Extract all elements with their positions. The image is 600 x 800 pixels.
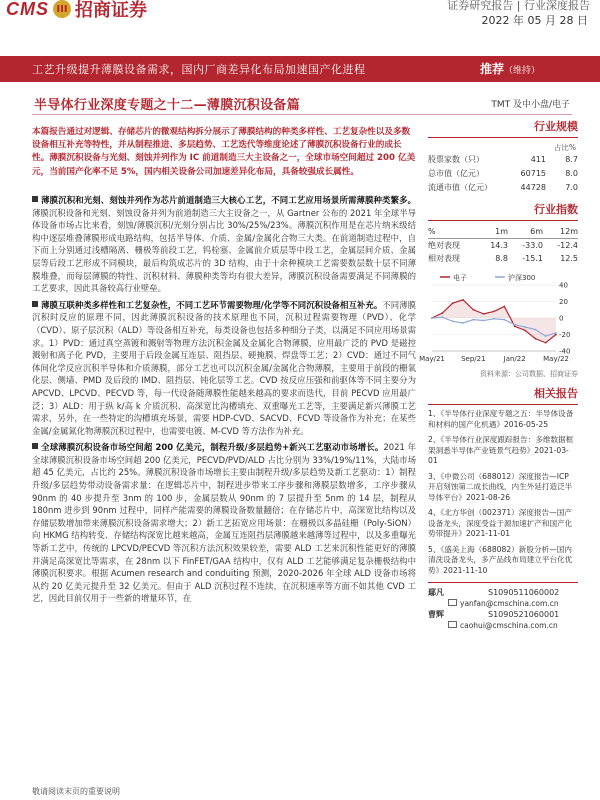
- legend-label: 沪深300: [508, 274, 536, 282]
- rating: 推荐（维持）: [479, 62, 540, 76]
- data-point: [514, 325, 516, 327]
- analysts: [428, 582, 578, 631]
- mail-icon: [448, 599, 457, 606]
- data-point: [472, 309, 474, 311]
- report-date: 2022 年 05 月 28 日: [481, 14, 588, 27]
- perf-row: 相对表现 8.8 -15.1 12.5: [428, 254, 578, 263]
- data-point: [514, 324, 516, 326]
- x-tick-label: May/22: [543, 355, 569, 363]
- y-tick-label: -20: [559, 331, 571, 339]
- series-area-电子: [432, 300, 556, 343]
- rating-note: （维持）: [503, 66, 540, 76]
- banner-title: 工艺升级提升薄膜设备需求，国内厂商差异化布局加速国产化进程: [32, 63, 366, 76]
- body-paragraph: 薄膜互联种类多样性和工艺复杂性，不同工艺环节需要物理/化学等不同沉积设备相互补充。不同薄膜沉积时反应的原理不同，因此薄膜沉积设备的技术原理也不同，沉积过程需要物理（PVD）、化学（CVD）、原子层沉积（ALD）等设备相互补充，每类设备也包括多种细分子类，以满足不同应用场景需求。1）PVD：通过真空蒸镀和溅射等物理方法沉积金属及金属化合物薄膜，应用最广泛的 PVD 是磁控溅射和离子化 PVD，主要用于后段金属互连层、阻挡层、硬掩膜、焊盘等工艺；2）CVD：通过不同气体间化学反应沉积半导体和介质薄膜，部分工艺也可以沉积金属/金属化合物薄膜，主要用于前段的栅氧化层、侧墙、PMD 及后段的 IMD、阻挡层、钝化层等工艺。CVD 按反应压强和前驱体等不同主要分为 APCVD、LPCVD、PECVD 等，每一代设备随薄膜性能越来越高的要求而迭代，目前 PECVD 应用最广泛；3）ALD：用于纵 k/高 k 介质沉积、高深宽比沟槽填充、双重曝光工艺等，主要满足新兴薄膜工艺需求，另外，在一些特定的沟槽填充场景，需要 HDP-CVD、SACVD、FCVD 等设备作为补充；在某些金属/金属氮化物薄膜沉积过程中，也需要电镀、M-CVD 等方法作为补充。: [32, 299, 416, 436]
- industry-scale-heading: 行业规模: [428, 118, 578, 138]
- scale-unit: 占比%: [553, 143, 576, 152]
- analyst-email[interactable]: yanfan@cmschina.com.cn: [428, 598, 578, 609]
- data-point: [524, 329, 526, 331]
- data-point: [534, 338, 536, 340]
- related-reports-list: [428, 409, 578, 576]
- related-report-link[interactable]: 4、《北方华创（002371）深度报告—国产设备龙头，深度受益于源加速扩产和国产化势带提升》2021-11-01: [428, 508, 573, 538]
- data-point: [545, 342, 547, 344]
- summary-text: 本篇报告通过对逻辑、存储芯片的微观结构拆分展示了薄膜结构的种类多样性、工艺复杂性以及多数设备相互补充等特性，并从制程推进、多层趋势、工艺迭代等维度论述了薄膜沉积设备行业的成长性。薄膜沉积设备与光刻、刻蚀并列作为 IC 前道制造三大主设备之一，全球市场空间超过 200 亿美元，当前国产化率不足 5%，国内相关设备公司加速差异化布局，具备较强成长属性。: [32, 127, 416, 177]
- mail-icon: [448, 621, 457, 628]
- y-tick-label: 20: [559, 298, 568, 306]
- bullet-icon: [32, 443, 38, 449]
- related-reports-heading: 相关报告: [428, 385, 578, 405]
- page-header: [0, 0, 600, 40]
- data-point: [472, 319, 474, 321]
- brand-logo: [6, 0, 147, 22]
- body-column: [32, 194, 416, 609]
- data-point: [503, 306, 505, 308]
- data-point: [555, 332, 557, 334]
- x-tick-label: Sep/21: [461, 355, 486, 363]
- analyst-row: 曹辉 S1090521060001: [428, 610, 560, 619]
- analyst-email[interactable]: caohui@cmschina.com.cn: [428, 620, 578, 631]
- scale-row: 流通市值（亿元） 44728 7.0: [428, 183, 578, 192]
- data-point: [545, 335, 547, 337]
- data-point: [462, 322, 464, 324]
- index-chart: [419, 271, 578, 367]
- data-point: [483, 313, 485, 315]
- index-chart-svg: [419, 271, 578, 367]
- perf-header: % 1m 6m 12m: [428, 225, 578, 239]
- industry-index-heading: 行业指数: [428, 201, 578, 221]
- related-report-link[interactable]: 5、《盛美上海（688082）新股分析—国内清洗设备龙头，多产品线布局建立平台化优势》2021-11-10: [428, 544, 573, 575]
- analyst-row: 鄢凡 S1090511060002: [428, 588, 560, 597]
- title-divider: [32, 114, 572, 115]
- data-point: [431, 317, 433, 319]
- y-tick-label: -40: [559, 347, 571, 356]
- related-report-link[interactable]: 1、《半导体行业深度专题之五：半导体设备和材料的国产化机遇》2016-05-25: [428, 409, 574, 429]
- body-paragraph: 全球薄膜沉积设备市场空间超 200 亿美元，制程升级/多层趋势+新兴工艺驱动市场增长。2021 年全球薄膜沉积设备市场空间超 200 亿美元，PECVD/PVD/ALD 占比分别为 33%/19%/11%，大陆市场超 45 亿美元，占比约 25%。薄膜沉积设备市场增长主要由制程升级/多层趋势及新工艺驱动：1）制程升级/多层趋势带动设备需求量：在逻辑芯片中，制程进步带来工序步骤和薄膜层数增多，工序步骤从 90nm 的 40 步提升至 3nm 的 100 步，金属层数从 90nm 的 7 层提升至 5nm 的 14 层，制程从 180nm 进步到 90nm 过程中，同样产能需要的薄膜设备数量翻倍；在存储芯片中，高深宽比结构以及存储层数增加带来薄膜沉积设备需求增大；2）新工艺拓宽应用场景：在栅极以多晶硅栅（Poly-SiON）向 HKMG 结构转变、存储结构深宽比越来越高，金属互连阻挡层薄膜越来越薄等过程中，以及多重曝光等新工艺中，传统的 LPCVD/PECVD 等沉积方法沉积效果较差，需要 ALD 工艺来沉积性能更好的薄膜并满足高深宽比等需求，在 28nm 以下 FinFET/GAA 结构中，仅有 ALD 工艺能够满足复杂栅极结构中薄膜沉积要求。根据 Acumen research and conduiting 预测，2020-2026 年全球 ALD 设备市场将从约 20 亿美元提升至 32 亿美元。但由于 ALD 沉积过程不连续，在沉积速率等方面不如其他 CVD 工艺，因此目前仅用于一些新的增量环节，在: [32, 442, 416, 604]
- legend-label: 电子: [453, 274, 467, 282]
- logo-cn: 招商证券: [75, 0, 147, 21]
- data-point: [493, 318, 495, 320]
- scale-row: 总市值（亿元） 60715 8.0: [428, 169, 578, 178]
- scale-row: 股票家数（只） 411 8.7: [428, 155, 578, 164]
- bullet-icon: [32, 301, 38, 307]
- data-point: [524, 326, 526, 328]
- related-report-link[interactable]: 2、《半导体行业深度跟踪报告：多维数据框架洞悉半导体产业链景气趋势》2021-03-01: [428, 435, 574, 465]
- x-tick-label: Jan/22: [503, 355, 526, 363]
- data-point: [441, 312, 443, 314]
- industry-scale-table: [428, 153, 578, 195]
- data-point: [483, 320, 485, 322]
- y-tick-label: 40: [559, 281, 568, 290]
- data-point: [534, 329, 536, 331]
- data-point: [493, 311, 495, 313]
- report-type: 证券研究报告 | 行业深度报告: [447, 0, 590, 12]
- data-point: [503, 319, 505, 321]
- chart-source: 资料来源：公司数据、招商证券: [480, 370, 578, 378]
- data-point: [462, 299, 464, 301]
- footer-note: 敬请阅读末页的重要说明: [32, 787, 120, 796]
- logo-mark-icon: III: [53, 0, 71, 18]
- page-title: 半导体行业深度专题之十二—薄膜沉积设备篇: [34, 98, 301, 113]
- body-paragraph: 薄膜沉积和光刻、刻蚀并列作为芯片前道制造三大核心工艺，不同工艺应用场景所需薄膜种类繁多。薄膜沉积设备和光刻、刻蚀设备并列为前道制造三大主设备之一，从 Gartner 公布的 2021 年全球半导体设备市场占比来看，刻蚀/薄膜沉积/光刻分别占比 30%/25%/23%。薄膜沉积作用是在芯片纳米级结构中逐层堆叠薄膜形成电路结构，包括半导体、介质、金属/金属化合物三大类。在前道制造过程中，自下而上分别通过浅槽隔离、栅极等前段工艺，钨栓塞、金属前介质层等中段工艺，金属层间介质、金属层等后段工艺形成不同模块，最后构筑成芯片的 3D 结构，由于十余种模块工艺需要数层数十层不同薄膜堆叠，而每层薄膜的特性、沉积材料、薄膜种类等均有很大差异，薄膜沉积设备需要满足不同薄膜的工艺要求，因此具备较高行业壁垒。: [32, 195, 416, 294]
- sector-label: TMT 及中小盘/电子: [491, 100, 570, 110]
- sidebar: [419, 118, 578, 631]
- data-point: [452, 302, 454, 304]
- x-tick-label: May/21: [419, 355, 445, 363]
- data-point: [441, 316, 443, 318]
- y-tick-label: 0: [559, 314, 564, 323]
- bullet-icon: [32, 196, 38, 202]
- data-point: [452, 320, 454, 322]
- data-point: [555, 334, 557, 336]
- title-banner: [0, 56, 600, 82]
- related-report-link[interactable]: 3、《中微公司（688012）深度报告—ICP 开启刻蚀第二成长曲线，内生外延打造泛半导体平台》2021-08-26: [428, 471, 573, 502]
- logo-en: CMS: [6, 0, 49, 19]
- perf-row: 绝对表现 14.3 -33.0 -12.4: [428, 241, 578, 250]
